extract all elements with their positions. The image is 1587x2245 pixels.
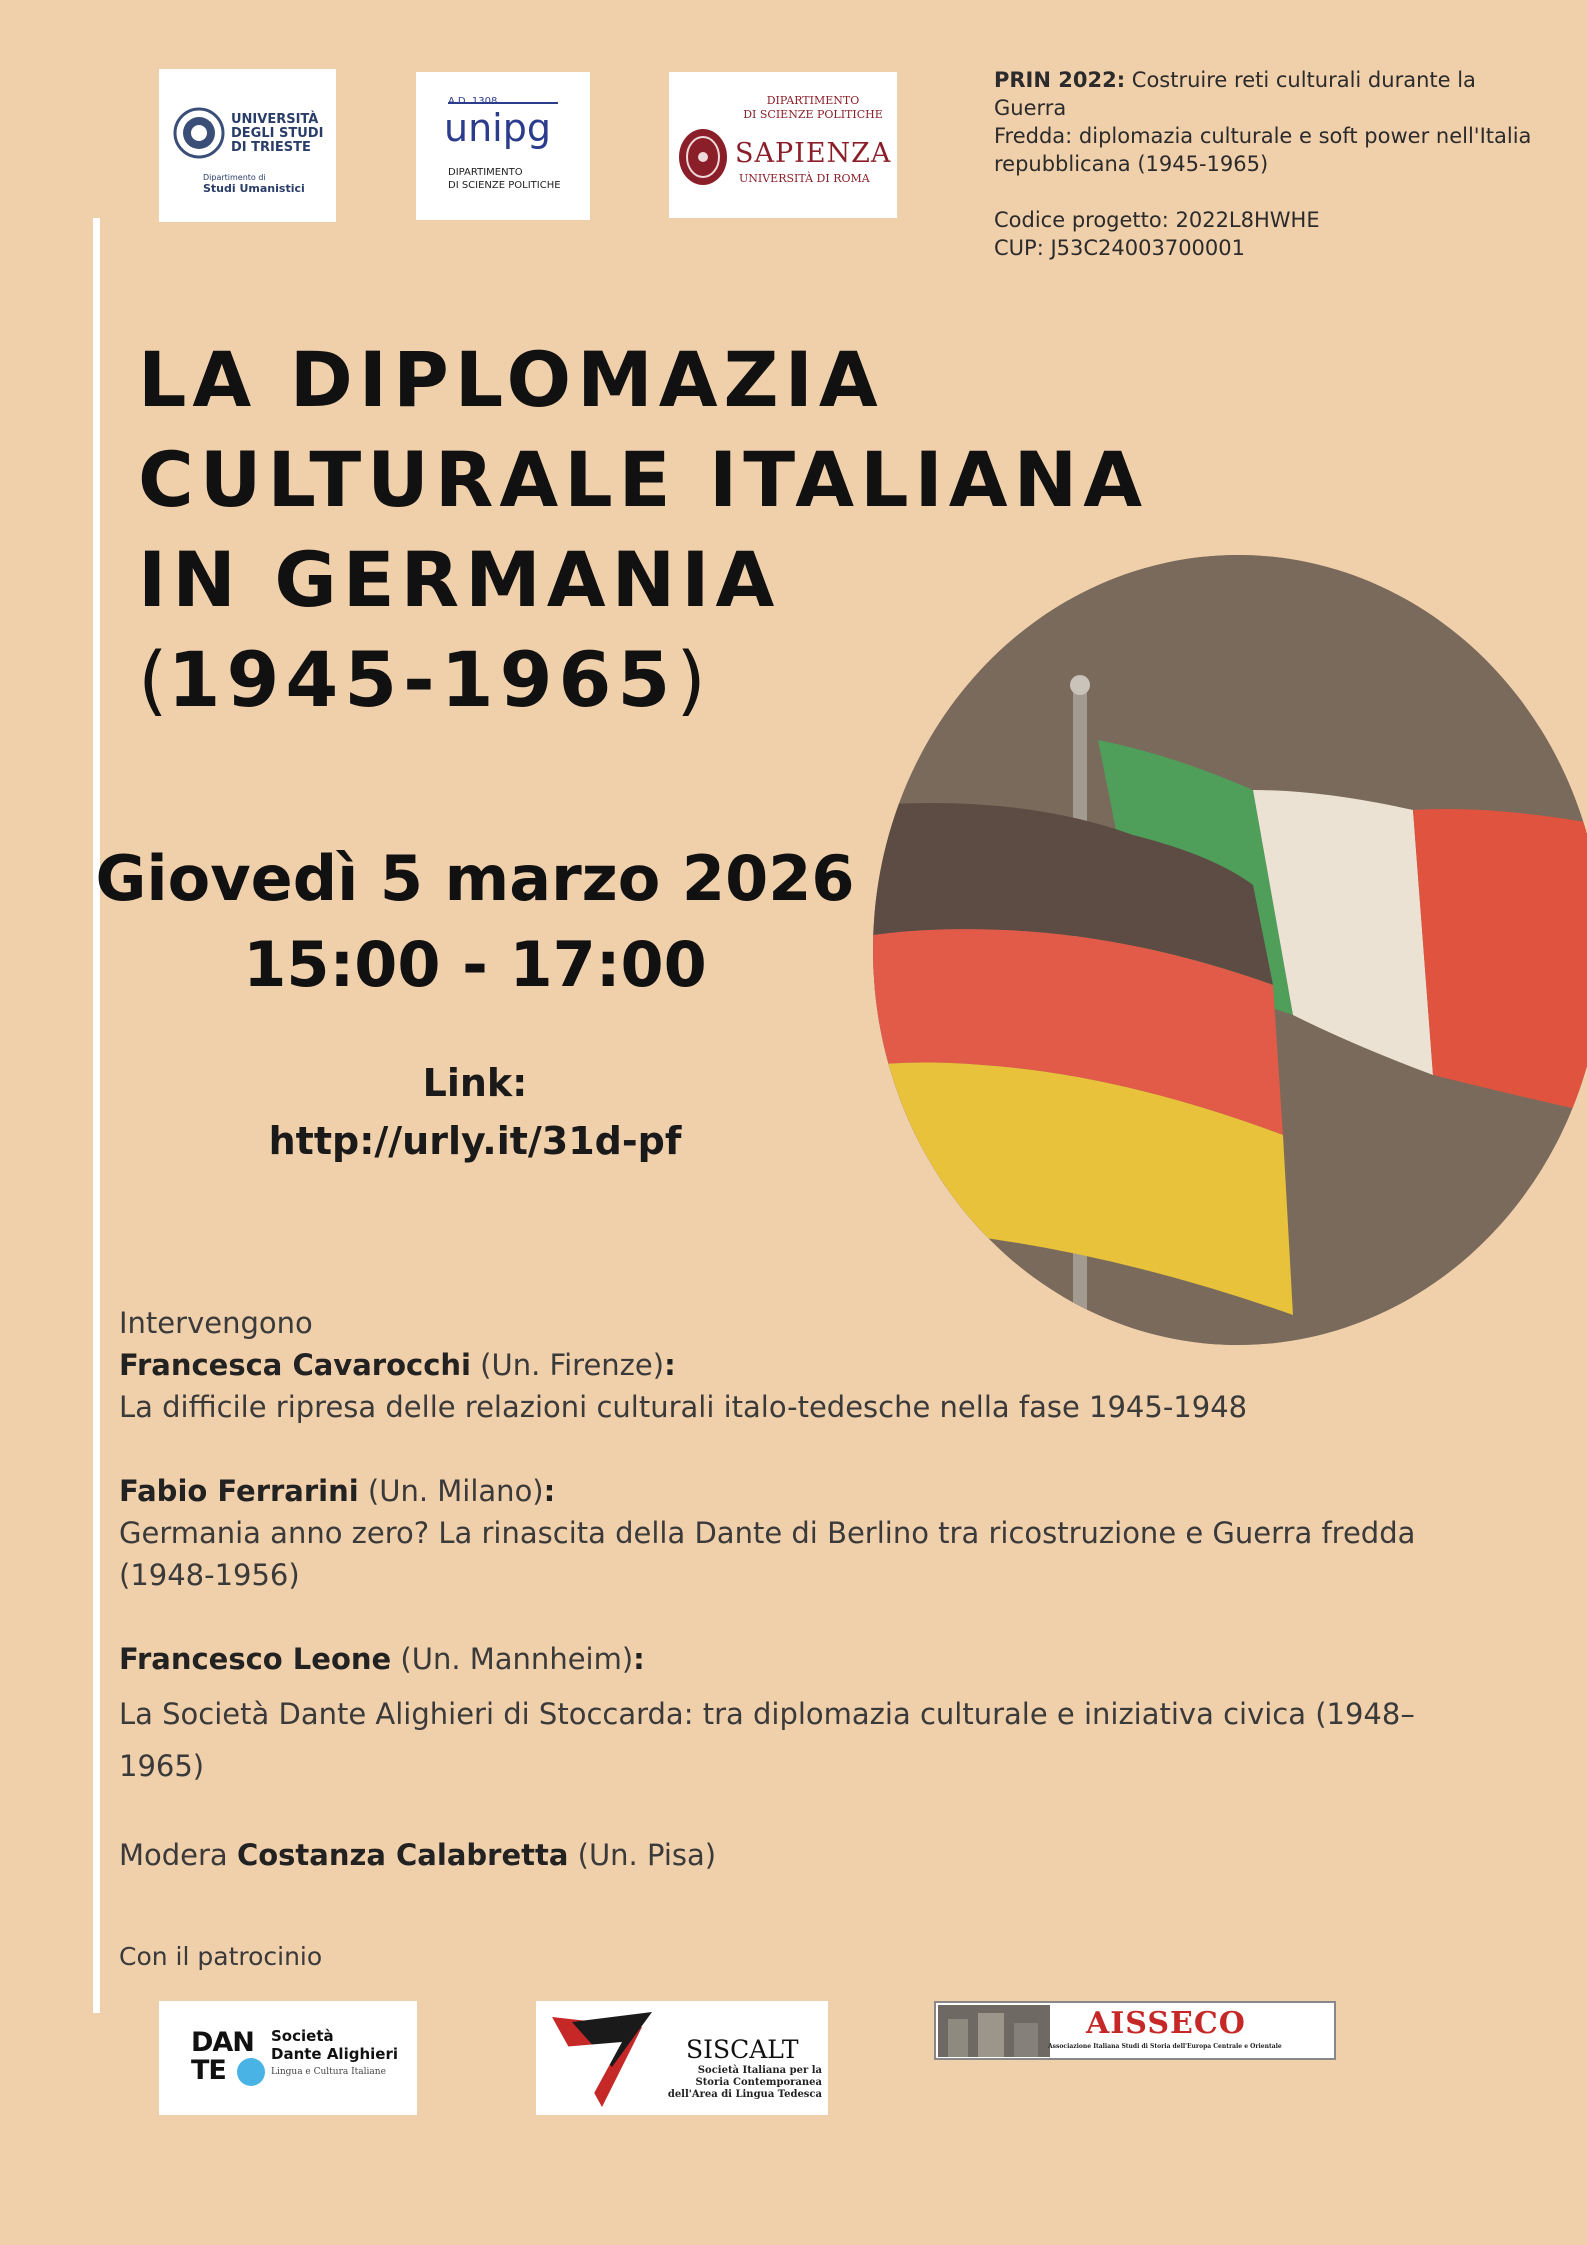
sapienza-dept2: DI SCIENZE POLITICHE (743, 108, 883, 121)
logo-unipg (416, 72, 590, 220)
trieste-sub2: Studi Umanistici (203, 182, 305, 195)
speaker1-name: Francesca Cavarocchi (119, 1348, 471, 1382)
project-code: Codice progetto: 2022L8HWHE (994, 208, 1320, 232)
title-open-paren: ( (138, 635, 168, 724)
speaker2-name: Fabio Ferrarini (119, 1474, 359, 1508)
dante-name2: Dante Alighieri (271, 2045, 398, 2063)
logo-sapienza (669, 72, 897, 218)
siscalt-sub1: Società Italiana per la (697, 2065, 822, 2076)
aisseco-photo-icon (938, 2005, 1050, 2057)
event-link[interactable]: http://urly.it/31d-pf (268, 1119, 682, 1163)
speaker1-affil: (Un. Firenze) (470, 1348, 665, 1382)
logo-dante-alighieri (159, 2001, 417, 2115)
siscalt-sub3: dell'Area di Lingua Tedesca (667, 2089, 822, 2100)
siscalt-sub2: Storia Contemporanea (695, 2077, 822, 2088)
title-line3: IN GERMANIA (138, 535, 781, 624)
title-years: 1945-1965 (167, 635, 677, 724)
speaker3-talk-line1: La Società Dante Alighieri di Stoccarda: tra diplomazia culturale e iniziativa civica (1948– (119, 1697, 1415, 1731)
unipg-name: unipg (444, 106, 551, 150)
unipg-dept2: DI SCIENZE POLITICHE (448, 180, 561, 191)
project-info (994, 66, 1554, 262)
trieste-sub1: Dipartimento di (203, 173, 266, 182)
title-line1: LA DIPLOMAZIA (138, 335, 884, 424)
prin-line1: Costruire reti culturali durante la Guerra (994, 68, 1476, 120)
logo-aisseco (934, 2001, 1336, 2060)
sapienza-seal-icon (677, 127, 729, 187)
logo-siscalt (536, 2001, 828, 2115)
patronage-label: Con il patrocinio (119, 1942, 323, 1971)
trieste-line1: UNIVERSITÀ (231, 112, 319, 127)
sapienza-sub: UNIVERSITÀ DI ROMA (739, 172, 870, 185)
flags-illustration (873, 555, 1587, 1345)
unipg-dept1: DIPARTIMENTO (448, 167, 523, 178)
siscalt-name: SISCALT (686, 2035, 799, 2064)
speaker2-talk-line2: (1948-1956) (119, 1558, 300, 1592)
project-cup: CUP: J53C24003700001 (994, 236, 1245, 260)
speaker1-talk: La difficile ripresa delle relazioni culturali italo-tedesche nella fase 1945-1948 (119, 1390, 1248, 1424)
title-line2: CULTURALE ITALIANA (138, 435, 1149, 524)
event-time: 15:00 - 17:00 (243, 928, 707, 1001)
dante-mark2: TE (191, 2055, 226, 2086)
prin-line3: repubblicana (1945-1965) (994, 152, 1269, 176)
speaker3-affil: (Un. Mannheim) (391, 1642, 634, 1676)
sapienza-name: SAPIENZA (735, 138, 892, 169)
speaker3-name: Francesco Leone (119, 1642, 392, 1676)
moderator-affil: (Un. Pisa) (568, 1838, 717, 1872)
aisseco-name: AISSECO (1086, 2006, 1246, 2041)
speakers-intro: Intervengono (119, 1306, 313, 1340)
speaker2-talk-line1: Germania anno zero? La rinascita della Dante di Berlino tra ricostruzione e Guerra fredda (119, 1516, 1416, 1550)
moderator-prefix: Modera (119, 1838, 237, 1872)
logo-universita-trieste (159, 69, 336, 222)
speakers-section (119, 1302, 1519, 1876)
flags-photo (873, 555, 1587, 1345)
speaker1-colon: : (664, 1348, 676, 1382)
speaker2-affil: (Un. Milano) (358, 1474, 544, 1508)
speaker3-colon: : (633, 1642, 645, 1676)
prin-line2: Fredda: diplomazia culturale e soft power nell'Italia (994, 124, 1532, 148)
title-close-paren: ) (676, 635, 706, 724)
dante-mark1: DAN (191, 2027, 254, 2058)
sapienza-dept1: DIPARTIMENTO (766, 94, 860, 107)
event-date: Giovedì 5 marzo 2026 (95, 842, 855, 915)
speaker3-talk-line2: 1965) (119, 1749, 205, 1783)
speaker2-colon: : (543, 1474, 556, 1508)
link-label: Link: (422, 1061, 528, 1105)
dante-sub: Lingua e Cultura Italiane (271, 2067, 386, 2077)
siscalt-emblem-icon (542, 2007, 662, 2109)
dante-name1: Società (271, 2027, 334, 2045)
aisseco-sub: Associazione Italiana Studi di Storia dell'Europa Centrale e Orientale (1048, 2043, 1282, 2050)
dante-dot-icon (237, 2058, 265, 2086)
trieste-line3: DI TRIESTE (231, 140, 311, 155)
trieste-seal-icon (173, 107, 225, 159)
moderator-name: Costanza Calabretta (236, 1838, 569, 1872)
prin-label: PRIN 2022: (994, 68, 1126, 92)
trieste-line2: DEGLI STUDI (231, 126, 324, 141)
